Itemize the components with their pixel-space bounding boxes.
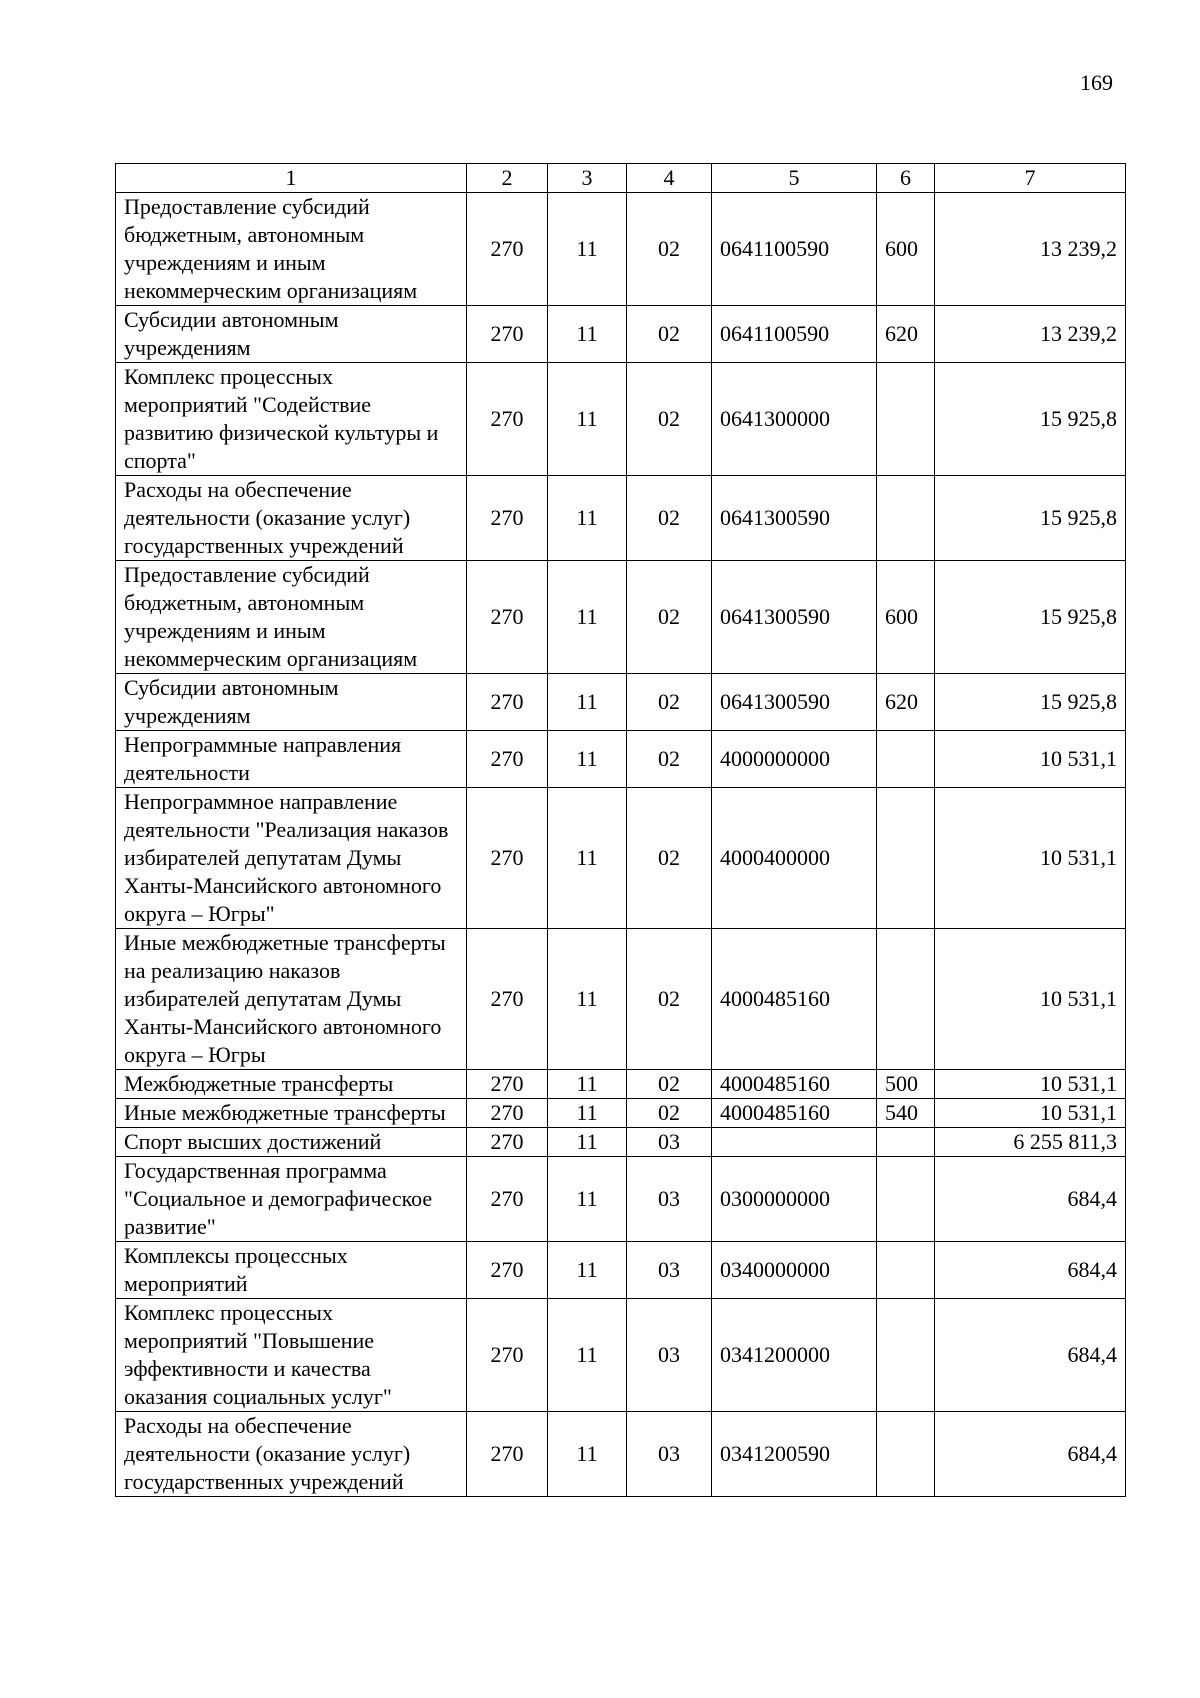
cell-col2: 270	[467, 1299, 548, 1412]
cell-col4: 02	[627, 674, 712, 731]
column-header: 7	[935, 164, 1126, 193]
cell-col4: 02	[627, 788, 712, 929]
cell-name: Межбюджетные трансферты	[116, 1070, 467, 1099]
cell-col4: 02	[627, 1099, 712, 1128]
cell-col4: 02	[627, 731, 712, 788]
cell-col7: 15 925,8	[935, 674, 1126, 731]
cell-col6	[877, 788, 935, 929]
cell-col2: 270	[467, 788, 548, 929]
cell-col6: 620	[877, 306, 935, 363]
cell-col6	[877, 363, 935, 476]
cell-col2: 270	[467, 674, 548, 731]
cell-col3: 11	[548, 561, 627, 674]
cell-col5: 4000400000	[712, 788, 877, 929]
cell-col4: 02	[627, 929, 712, 1070]
cell-col6: 600	[877, 193, 935, 306]
cell-col7: 684,4	[935, 1412, 1126, 1497]
cell-col3: 11	[548, 193, 627, 306]
column-header: 5	[712, 164, 877, 193]
cell-col5: 4000485160	[712, 1070, 877, 1099]
cell-col7: 10 531,1	[935, 788, 1126, 929]
cell-name: Спорт высших достижений	[116, 1128, 467, 1157]
cell-col7: 15 925,8	[935, 476, 1126, 561]
cell-col4: 02	[627, 476, 712, 561]
cell-name: Иные межбюджетные трансферты	[116, 1099, 467, 1128]
cell-col5: 0641100590	[712, 306, 877, 363]
cell-col2: 270	[467, 929, 548, 1070]
cell-col6	[877, 1412, 935, 1497]
table-row	[116, 674, 1126, 731]
cell-col3: 11	[548, 788, 627, 929]
cell-name: Непрограммное направление деятельности "Реализация наказов избирателей депутатам Думы Ханты-Мансийского автономного округа – Югры"	[116, 788, 467, 929]
cell-name: Иные межбюджетные трансферты на реализацию наказов избирателей депутатам Думы Ханты-Мансийского автономного округа – Югры	[116, 929, 467, 1070]
cell-col6	[877, 1299, 935, 1412]
table-row	[116, 929, 1126, 1070]
cell-name: Непрограммные направления деятельности	[116, 731, 467, 788]
cell-col4: 02	[627, 306, 712, 363]
cell-col7: 10 531,1	[935, 1099, 1126, 1128]
cell-col3: 11	[548, 1099, 627, 1128]
cell-col7: 10 531,1	[935, 929, 1126, 1070]
cell-col7: 6 255 811,3	[935, 1128, 1126, 1157]
cell-col3: 11	[548, 1412, 627, 1497]
cell-col5: 4000485160	[712, 1099, 877, 1128]
table-row	[116, 1412, 1126, 1497]
cell-col2: 270	[467, 306, 548, 363]
cell-col4: 03	[627, 1242, 712, 1299]
cell-col4: 02	[627, 363, 712, 476]
cell-col2: 270	[467, 1099, 548, 1128]
cell-col5: 4000485160	[712, 929, 877, 1070]
cell-col2: 270	[467, 1128, 548, 1157]
cell-col5: 0641300590	[712, 674, 877, 731]
cell-col3: 11	[548, 1242, 627, 1299]
table-row	[116, 788, 1126, 929]
cell-col2: 270	[467, 561, 548, 674]
cell-name: Комплекс процессных мероприятий "Содействие развитию физической культуры и спорта"	[116, 363, 467, 476]
table-row	[116, 731, 1126, 788]
table-row	[116, 1099, 1126, 1128]
page-number: 169	[1080, 70, 1113, 95]
cell-col6: 540	[877, 1099, 935, 1128]
cell-col3: 11	[548, 929, 627, 1070]
cell-col4: 02	[627, 193, 712, 306]
cell-col3: 11	[548, 674, 627, 731]
cell-col3: 11	[548, 1128, 627, 1157]
cell-col6	[877, 1128, 935, 1157]
cell-col2: 270	[467, 1157, 548, 1242]
cell-col2: 270	[467, 1070, 548, 1099]
cell-col2: 270	[467, 193, 548, 306]
table-row	[116, 1070, 1126, 1099]
cell-col4: 03	[627, 1412, 712, 1497]
cell-name: Субсидии автономным учреждениям	[116, 674, 467, 731]
cell-col5: 0341200000	[712, 1299, 877, 1412]
table-row	[116, 193, 1126, 306]
table-row	[116, 306, 1126, 363]
table-row	[116, 561, 1126, 674]
cell-col5: 0341200590	[712, 1412, 877, 1497]
cell-name: Расходы на обеспечение деятельности (оказание услуг) государственных учреждений	[116, 1412, 467, 1497]
column-header: 2	[467, 164, 548, 193]
cell-col5: 0641300000	[712, 363, 877, 476]
cell-col5: 0340000000	[712, 1242, 877, 1299]
cell-name: Комплекс процессных мероприятий "Повышение эффективности и качества оказания социальных услуг"	[116, 1299, 467, 1412]
cell-col7: 10 531,1	[935, 1070, 1126, 1099]
cell-col4: 03	[627, 1157, 712, 1242]
column-header: 4	[627, 164, 712, 193]
cell-name: Комплексы процессных мероприятий	[116, 1242, 467, 1299]
cell-col6: 600	[877, 561, 935, 674]
column-header: 6	[877, 164, 935, 193]
cell-col7: 684,4	[935, 1242, 1126, 1299]
cell-col7: 15 925,8	[935, 363, 1126, 476]
cell-col4: 02	[627, 561, 712, 674]
cell-col6	[877, 1242, 935, 1299]
cell-col2: 270	[467, 363, 548, 476]
cell-name: Предоставление субсидий бюджетным, автономным учреждениям и иным некоммерческим организациям	[116, 561, 467, 674]
cell-col6: 500	[877, 1070, 935, 1099]
column-header: 3	[548, 164, 627, 193]
column-header: 1	[116, 164, 467, 193]
cell-col3: 11	[548, 731, 627, 788]
cell-name: Предоставление субсидий бюджетным, автономным учреждениям и иным некоммерческим организациям	[116, 193, 467, 306]
cell-col3: 11	[548, 1157, 627, 1242]
cell-col5: 0641300590	[712, 476, 877, 561]
cell-col6	[877, 1157, 935, 1242]
cell-col2: 270	[467, 1412, 548, 1497]
cell-col5: 0641100590	[712, 193, 877, 306]
table-row	[116, 1299, 1126, 1412]
table-row	[116, 363, 1126, 476]
cell-col6	[877, 929, 935, 1070]
table-row	[116, 476, 1126, 561]
cell-col3: 11	[548, 306, 627, 363]
table-body	[116, 193, 1126, 1497]
table-row	[116, 1128, 1126, 1157]
cell-col5	[712, 1128, 877, 1157]
cell-col4: 02	[627, 1070, 712, 1099]
table-header-row	[116, 164, 1126, 193]
cell-col4: 03	[627, 1128, 712, 1157]
cell-col3: 11	[548, 1070, 627, 1099]
cell-col5: 4000000000	[712, 731, 877, 788]
cell-col6: 620	[877, 674, 935, 731]
cell-col5: 0300000000	[712, 1157, 877, 1242]
cell-col2: 270	[467, 731, 548, 788]
table-row	[116, 1157, 1126, 1242]
cell-col7: 684,4	[935, 1157, 1126, 1242]
cell-name: Субсидии автономным учреждениям	[116, 306, 467, 363]
cell-col5: 0641300590	[712, 561, 877, 674]
table-row	[116, 1242, 1126, 1299]
cell-col7: 13 239,2	[935, 306, 1126, 363]
cell-col7: 13 239,2	[935, 193, 1126, 306]
cell-col2: 270	[467, 1242, 548, 1299]
cell-col2: 270	[467, 476, 548, 561]
cell-col6	[877, 731, 935, 788]
cell-col6	[877, 476, 935, 561]
cell-col4: 03	[627, 1299, 712, 1412]
cell-col3: 11	[548, 476, 627, 561]
cell-name: Расходы на обеспечение деятельности (оказание услуг) государственных учреждений	[116, 476, 467, 561]
budget-table	[115, 163, 1126, 1497]
cell-col7: 10 531,1	[935, 731, 1126, 788]
cell-col3: 11	[548, 1299, 627, 1412]
cell-col7: 684,4	[935, 1299, 1126, 1412]
cell-col7: 15 925,8	[935, 561, 1126, 674]
cell-name: Государственная программа "Социальное и демографическое развитие"	[116, 1157, 467, 1242]
cell-col3: 11	[548, 363, 627, 476]
